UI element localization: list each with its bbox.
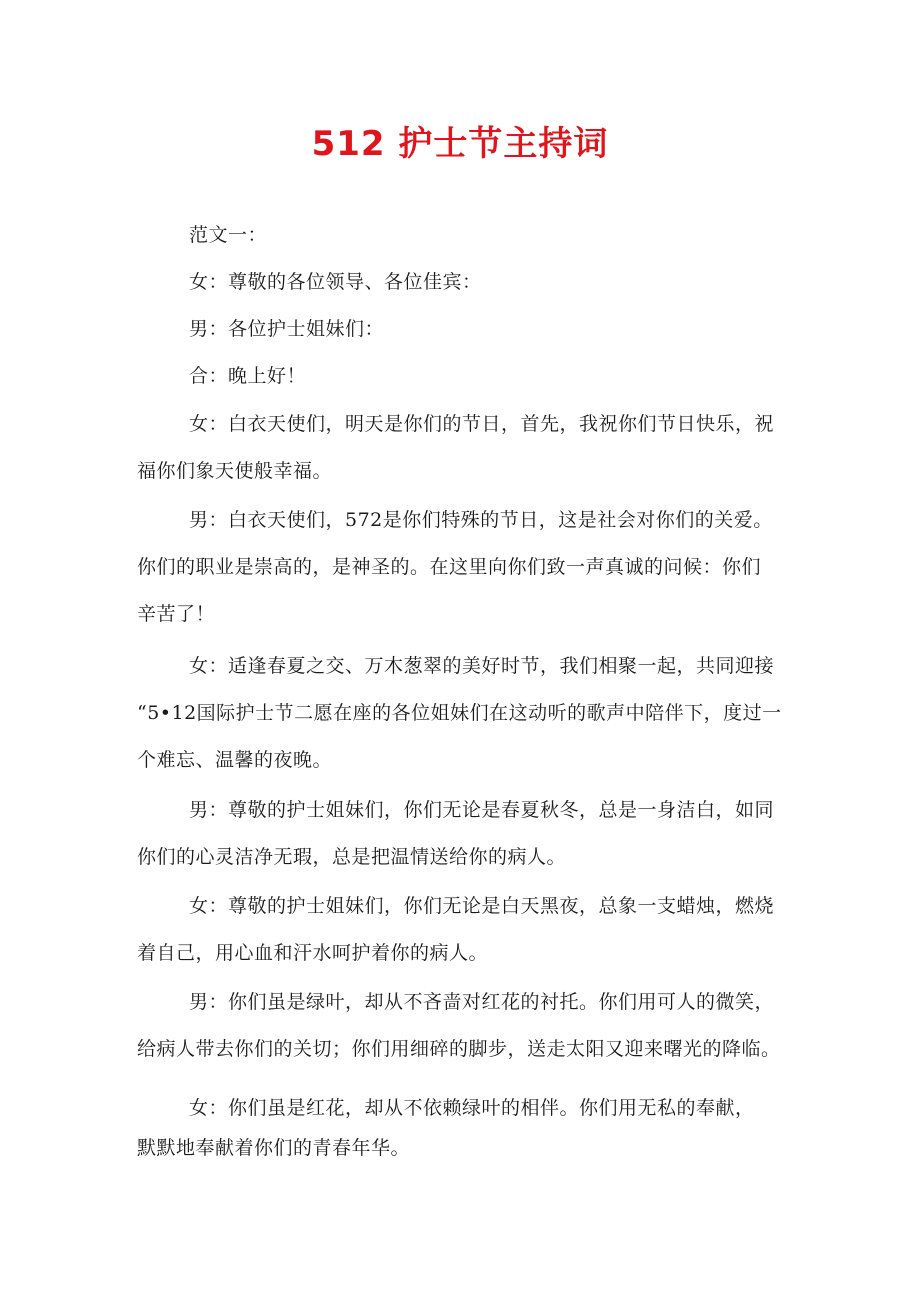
paragraph: [137, 787, 787, 881]
paragraph: [137, 643, 787, 784]
paragraph-line: 女：白衣天使们，明天是你们的节日，首先，我祝你们节日快乐，祝: [189, 413, 775, 435]
paragraph-line: 女：适逢春夏之交、万木葱翠的美好时节，我们相聚一起，共同迎接: [189, 655, 775, 677]
paragraph-line: 你们的心灵洁净无瑕，总是把温情送给你的病人。: [137, 846, 567, 868]
document-title: 512 护士节主持词: [311, 124, 609, 164]
paragraph-line: 男：尊敬的护士姐妹们，你们无论是春夏秋冬，总是一身洁白，如同: [189, 799, 775, 821]
paragraph-line: 你们的职业是崇高的，是神圣的。在这里向你们致一声真诚的问候：你们: [137, 556, 762, 578]
paragraph-line: 个难忘、温馨的夜晚。: [137, 749, 333, 771]
paragraph-line: 女：尊敬的各位领导、各位佳宾：: [189, 271, 482, 293]
paragraph-line: 默默地奉献着你们的青春年华。: [137, 1137, 411, 1159]
paragraph-line: 男：白衣天使们，572是你们特殊的节日，这是社会对你们的关爱。: [189, 509, 773, 531]
paragraph-line: 着自己，用心血和汗水呵护着你的病人。: [137, 942, 489, 964]
paragraph-line: “5•12国际护士节二愿在座的各位姐妹们在这动听的歌声中陪伴下，度过一: [137, 702, 782, 724]
paragraph: [137, 1088, 787, 1168]
paragraph-line: 辛苦了！: [137, 603, 216, 625]
paragraph: [137, 497, 787, 638]
paragraph-line: 合：晚上好！: [189, 365, 307, 387]
paragraph-line: 女：你们虽是红花，却从不依赖绿叶的相伴。你们用无私的奉献，: [189, 1097, 755, 1119]
paragraph: [137, 883, 787, 977]
paragraph: [137, 979, 787, 1073]
paragraph-line: 范文一：: [189, 224, 268, 246]
paragraph-line: 女：尊敬的护士姐妹们，你们无论是白天黑夜，总象一支蜡烛，燃烧: [189, 895, 775, 917]
paragraph: [137, 401, 787, 495]
paragraph-line: 男：你们虽是绿叶，却从不吝啬对红花的衬托。你们用可人的微笑，: [189, 991, 775, 1013]
paragraph: [137, 212, 787, 259]
paragraph-line: 男：各位护士姐妹们：: [189, 318, 385, 340]
paragraph: [137, 259, 787, 306]
paragraph: [137, 306, 787, 353]
paragraph: [137, 353, 787, 400]
paragraph-line: 福你们象天使般幸福。: [137, 460, 333, 482]
paragraph-line: 给病人带去你们的关切；你们用细碎的脚步，送走太阳又迎来曙光的降临。: [137, 1038, 781, 1060]
